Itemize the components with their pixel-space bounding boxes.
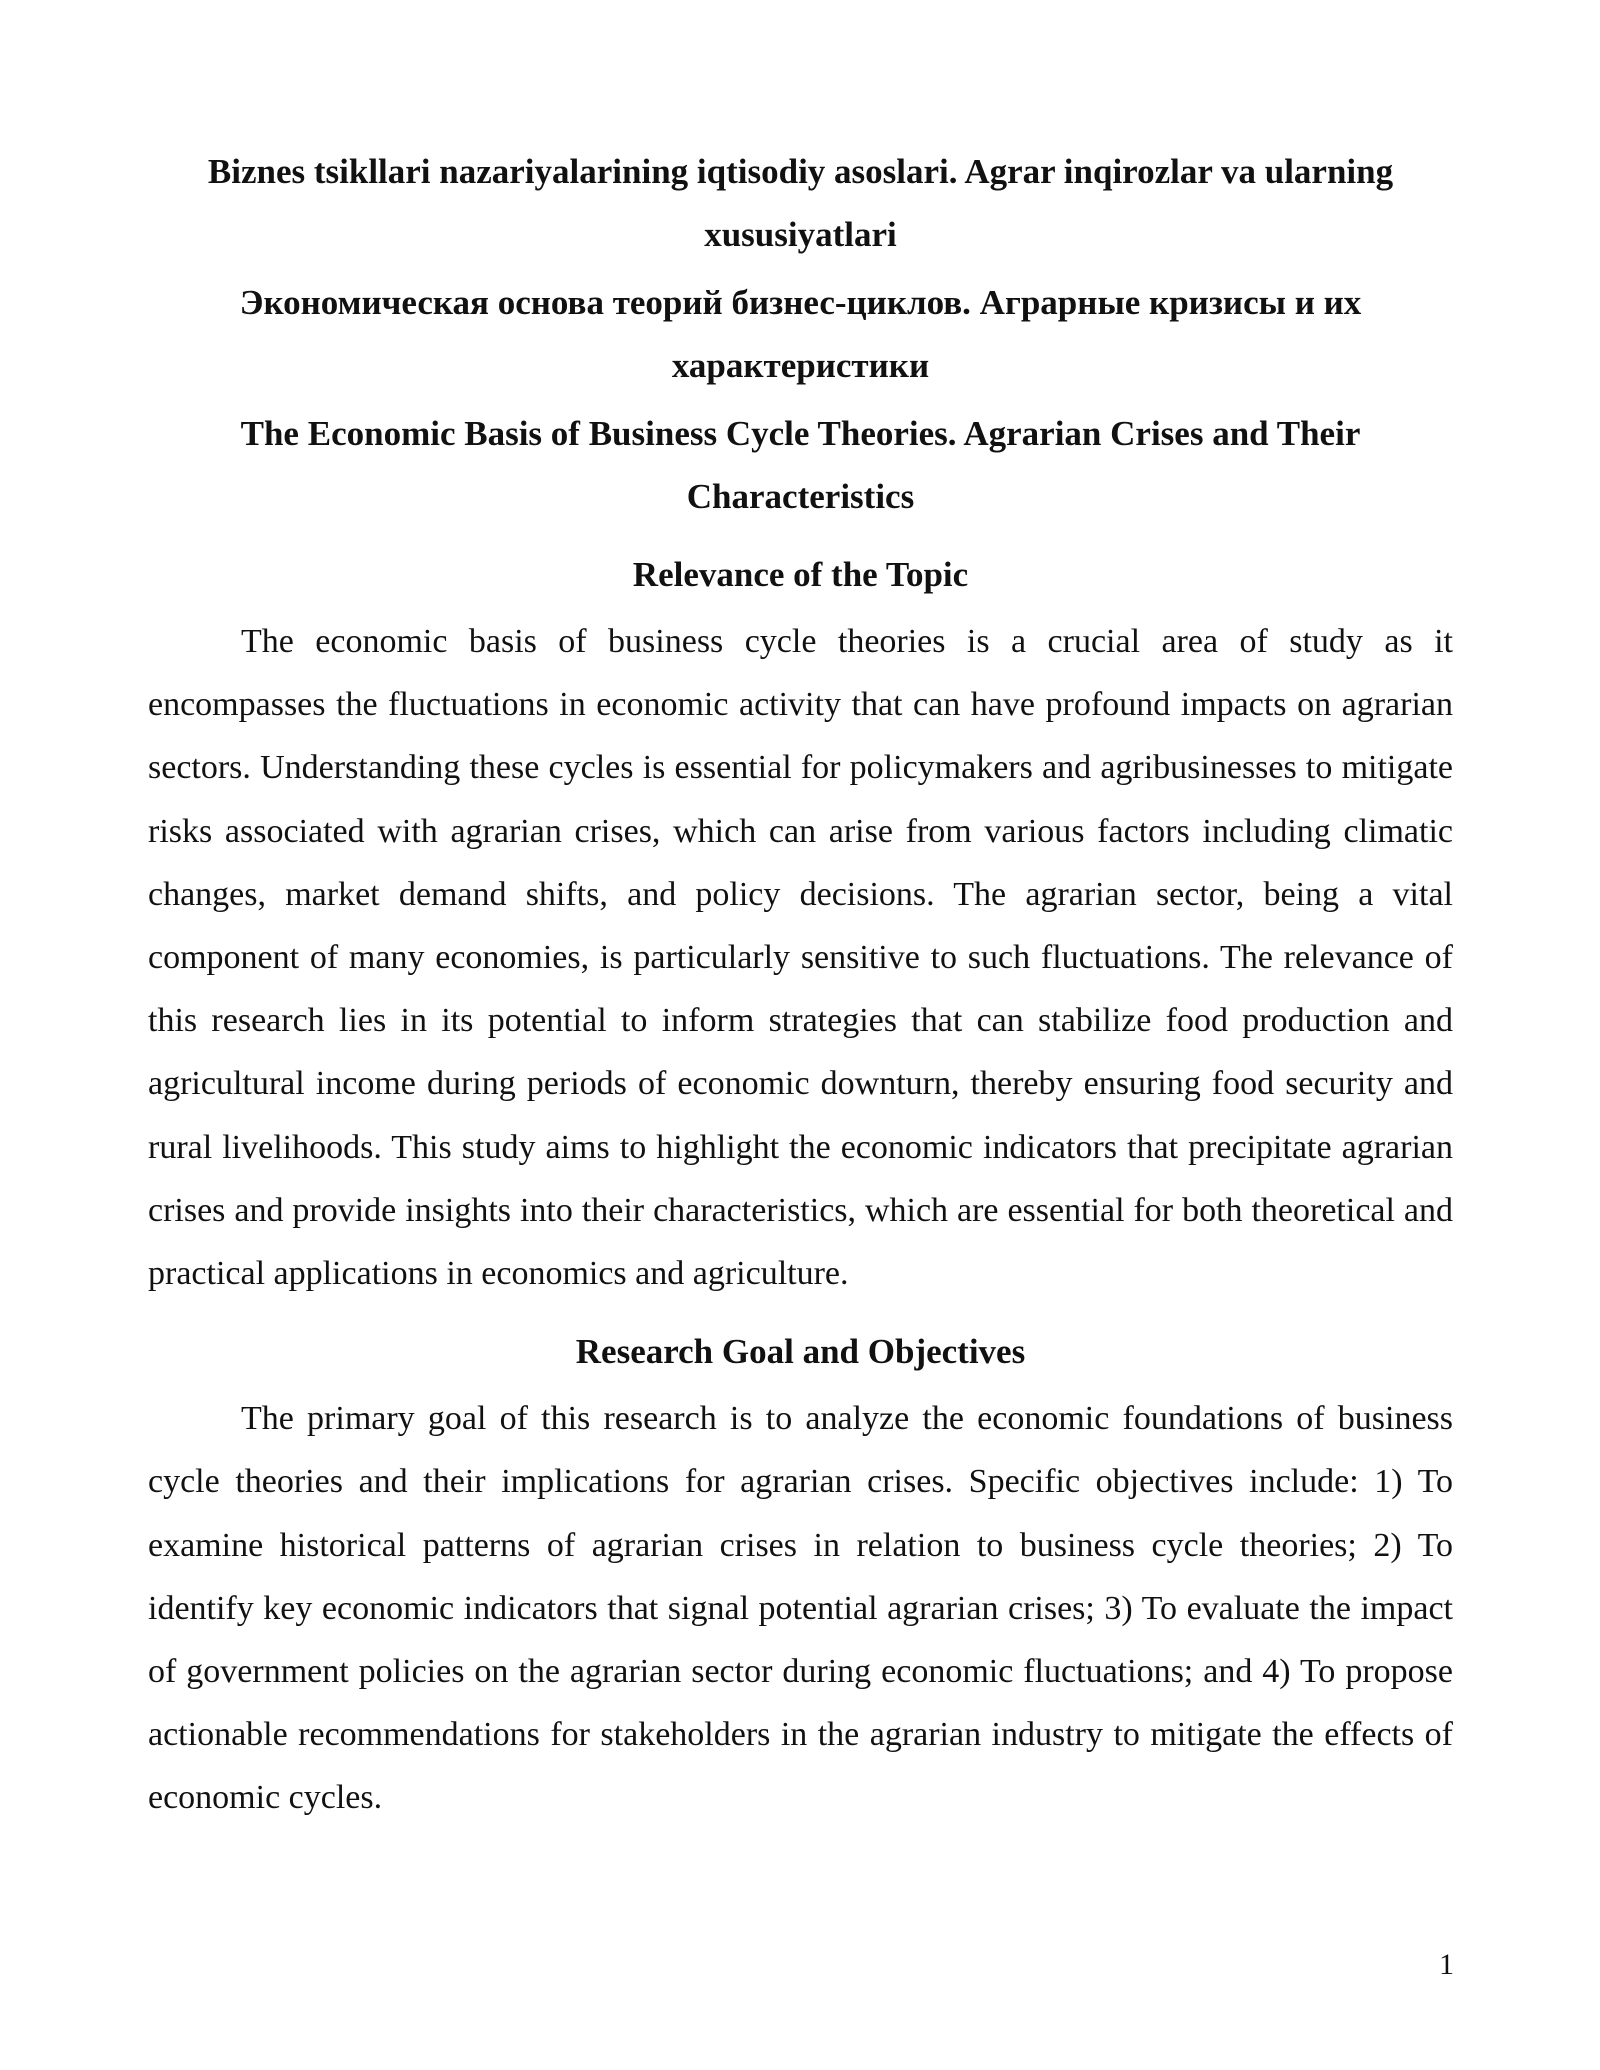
section-body-relevance: The economic basis of business cycle theories is a crucial area of study as it encompasses the fluctuations in economic activity that can have profound impacts on agrarian sectors. Understanding these cycles is essential for policymakers and agribusinesses to mitigate risks associated with agrarian crises, which can arise from various factors including climatic changes, market demand shifts, and policy decisions. The agrarian sector, being a vital component of many economies, is particularly sensitive to such fluctuations. The relevance of this research lies in its potential to inform strategies that can stabilize food production and agricultural income during periods of economic downturn, thereby ensuring food security and rural livelihoods. This study aims to highlight the economic indicators that precipitate agrarian crises and provide insights into their characteristics, which are essential for both theoretical and practical applications in economics and agriculture.	[148, 623, 1453, 1293]
section-heading-goal-objectives: Research Goal and Objectives	[575, 1332, 1026, 1372]
section-goal-objectives	[148, 1327, 1453, 1829]
document-page	[148, 140, 1453, 1830]
section-heading-relevance: Relevance of the Topic	[632, 555, 969, 594]
section-body-goal-objectives: The primary goal of this research is to analyze the economic foundations of business cycle theories and their implications for agrarian crises. Specific objectives include: 1) To examine historical patterns of agrarian crises in relation to business cycle theories; 2) To identify key economic indicators that signal potential agrarian crises; 3) To evaluate the impact of government policies on the agrarian sector during economic fluctuations; and 4) To propose actionable recommendations for stakeholders in the agrarian industry to mitigate the effects of economic cycles.	[148, 1400, 1453, 1817]
section-relevance	[148, 550, 1453, 1305]
title-uzbek: Biznes tsikllari nazariyalarining iqtisodiy asoslari. Agrar inqirozlar va ularning xususiyatlari	[207, 152, 1394, 254]
title-russian: Экономическая основа теорий бизнес-циклов. Аграрные кризисы и их характеристики	[239, 283, 1362, 385]
page-number: 1	[1439, 1948, 1454, 1981]
title-english: The Economic Basis of Business Cycle Theories. Agrarian Crises and Their Characteristics	[240, 414, 1361, 516]
